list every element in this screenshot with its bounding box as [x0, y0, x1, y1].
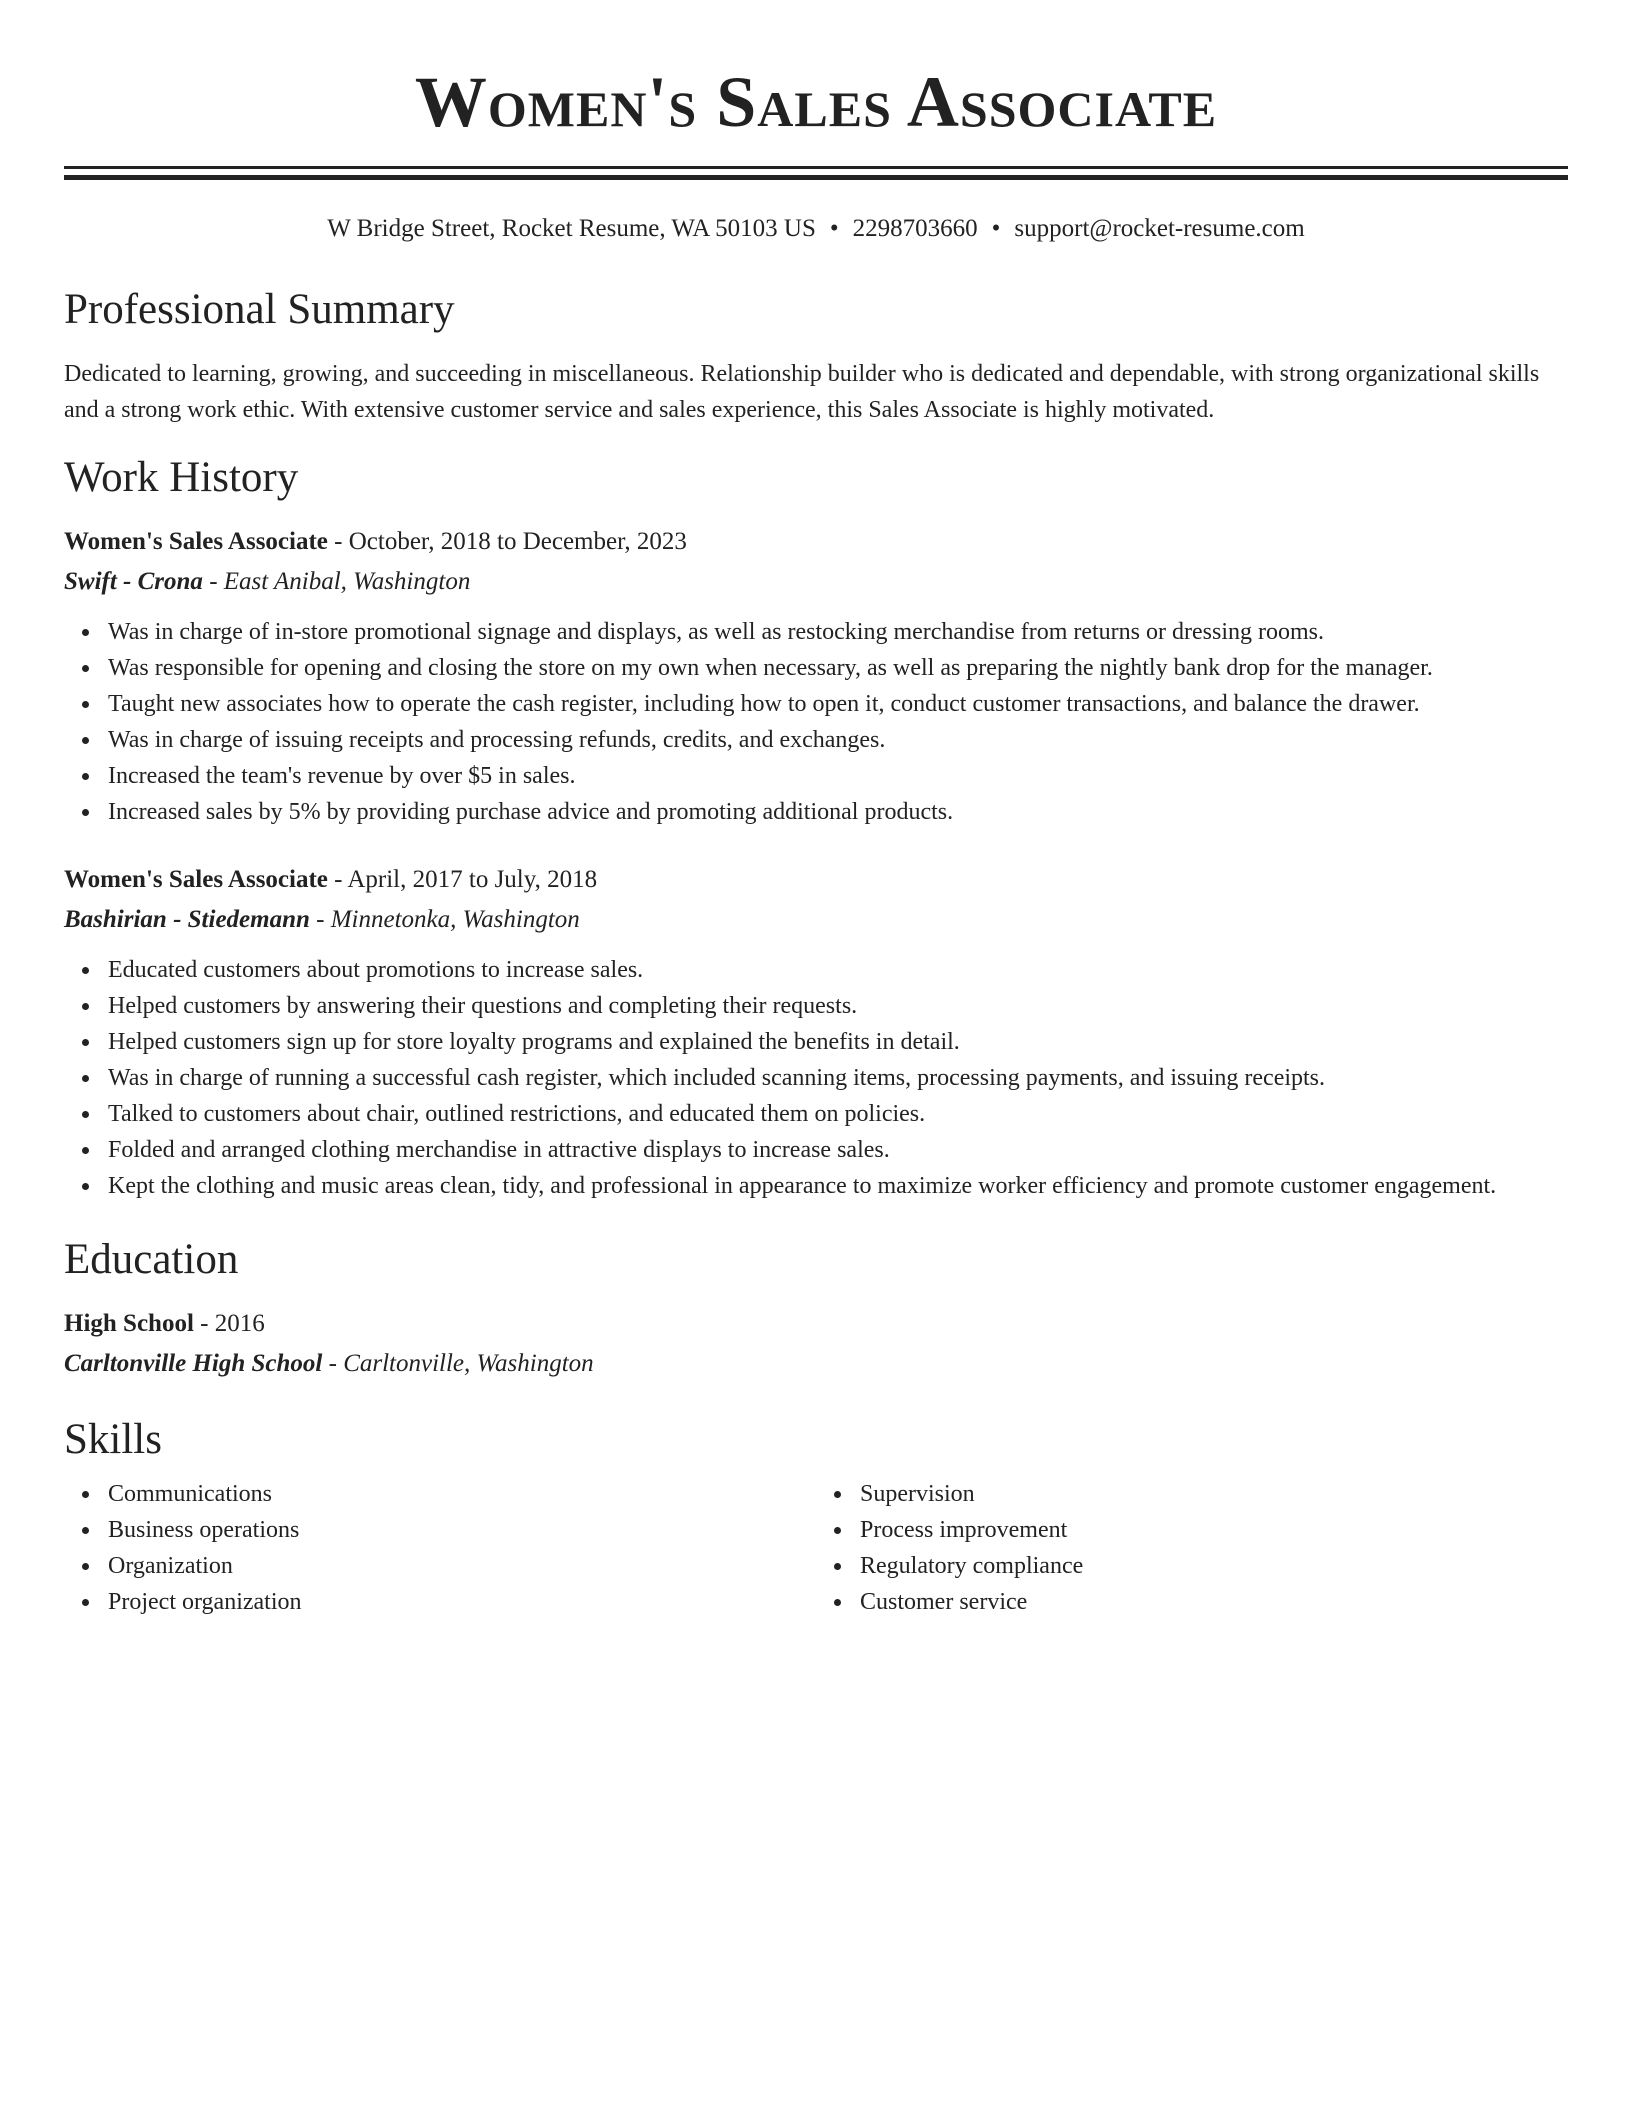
skills-heading: Skills	[64, 1416, 162, 1463]
education-heading: Education	[64, 1236, 239, 1283]
summary-heading: Professional Summary	[64, 286, 455, 333]
education-degree: High School	[64, 1310, 194, 1337]
skill-item: Regulatory compliance	[860, 1548, 1568, 1584]
summary-text: Dedicated to learning, growing, and succeeding in miscellaneous. Relationship builder who is dedicated and dependable, with strong organizational skills and a strong work ethic. With extensive customer service and sales experience, this Sales Associate is highly motivated.	[64, 361, 1540, 423]
job-bullet: Taught new associates how to operate the cash register, including how to open it, conduct customer transactions, and balance the drawer.	[108, 686, 1568, 722]
job-role: Women's Sales Associate	[64, 866, 328, 893]
education-school: Carltonville High School	[64, 1350, 323, 1377]
skill-item: Organization	[108, 1548, 816, 1584]
job-title-line	[64, 860, 1568, 900]
education-degree-line	[64, 1304, 1568, 1344]
skills-columns	[64, 1476, 1568, 1620]
header-rule-thick	[64, 175, 1568, 180]
job-bullet: Was in charge of issuing receipts and processing refunds, credits, and exchanges.	[108, 722, 1568, 758]
job-dates: - October, 2018 to December, 2023	[327, 528, 687, 555]
job-entry	[64, 522, 1568, 830]
job-title-line	[64, 522, 1568, 562]
skill-item: Customer service	[860, 1584, 1568, 1620]
skill-item: Supervision	[860, 1476, 1568, 1512]
contact-email: support@rocket-resume.com	[1014, 215, 1305, 242]
job-bullet: Increased sales by 5% by providing purchase advice and promoting additional products.	[108, 794, 1568, 830]
work-history-heading: Work History	[64, 454, 299, 501]
skill-item: Communications	[108, 1476, 816, 1512]
job-dates: - April, 2017 to July, 2018	[327, 866, 598, 893]
job-bullet: Folded and arranged clothing merchandise in attractive displays to increase sales.	[108, 1132, 1568, 1168]
job-bullet: Helped customers by answering their questions and completing their requests.	[108, 988, 1568, 1024]
skills-list-left	[64, 1476, 816, 1620]
contact-phone: 2298703660	[852, 215, 978, 242]
education-entry	[64, 1304, 1568, 1384]
resume-name: Women's Sales Associate	[414, 62, 1218, 142]
education-school-line	[64, 1344, 1568, 1384]
education-location: - Carltonville, Washington	[322, 1350, 594, 1377]
job-location: - Minnetonka, Washington	[309, 906, 580, 933]
job-bullet: Helped customers sign up for store loyalty programs and explained the benefits in detail.	[108, 1024, 1568, 1060]
job-bullet: Was in charge of running a successful cash register, which included scanning items, processing payments, and issuing receipts.	[108, 1060, 1568, 1096]
job-company: Bashirian - Stiedemann	[64, 906, 310, 933]
job-entry	[64, 860, 1568, 1204]
job-bullet: Increased the team's revenue by over $5 in sales.	[108, 758, 1568, 794]
job-role: Women's Sales Associate	[64, 528, 328, 555]
contact-address: W Bridge Street, Rocket Resume, WA 50103 US	[327, 215, 816, 242]
job-location: - East Anibal, Washington	[202, 568, 471, 595]
job-bullet: Was in charge of in-store promotional signage and displays, as well as restocking merchandise from returns or dressing rooms.	[108, 614, 1568, 650]
skill-item: Business operations	[108, 1512, 816, 1548]
job-company-line	[64, 900, 1568, 940]
contact-line	[64, 214, 1568, 244]
header-rule-thin	[64, 166, 1568, 169]
job-company: Swift - Crona	[64, 568, 203, 595]
skill-item: Project organization	[108, 1584, 816, 1620]
job-bullet: Talked to customers about chair, outlined restrictions, and educated them on policies.	[108, 1096, 1568, 1132]
contact-separator: •	[991, 215, 1001, 242]
skill-item: Process improvement	[860, 1512, 1568, 1548]
job-bullet: Was responsible for opening and closing the store on my own when necessary, as well as preparing the nightly bank drop for the manager.	[108, 650, 1568, 686]
job-bullet-list	[64, 952, 1568, 1204]
job-bullet: Kept the clothing and music areas clean, tidy, and professional in appearance to maximize worker efficiency and promote customer engagement.	[108, 1168, 1568, 1204]
education-year: - 2016	[193, 1310, 265, 1337]
job-company-line	[64, 562, 1568, 602]
job-bullet-list	[64, 614, 1568, 830]
skills-list-right	[816, 1476, 1568, 1620]
contact-separator: •	[829, 215, 839, 242]
job-bullet: Educated customers about promotions to increase sales.	[108, 952, 1568, 988]
